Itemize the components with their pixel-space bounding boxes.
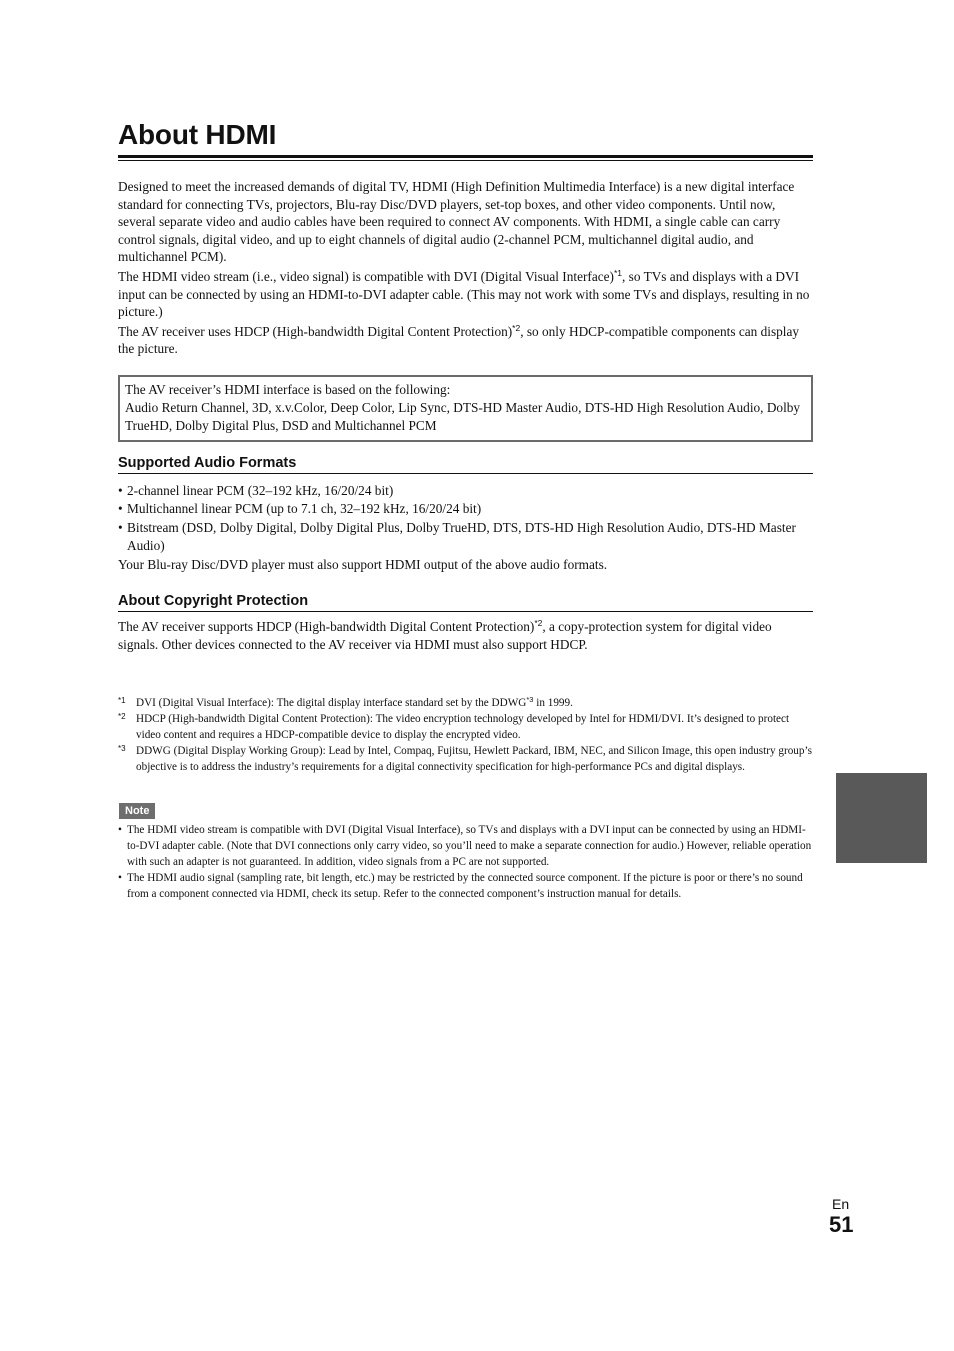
chapter-side-tab xyxy=(836,773,927,863)
list-item: • The HDMI video stream is compatible with DVI (Digital Visual Interface), so TVs and displays with a DVI input can be connected by using an HDMI-to-DVI adapter cable. (Note that DVI connections only carry video, so you’ll need to make a separate connection for audio.) However, reliable operation with such an adapter is not guaranteed. In addition, video signals from a PC are not supported. xyxy=(118,822,813,870)
audio-formats-list xyxy=(118,482,813,556)
hdmi-features-intro: The AV receiver’s HDMI interface is based on the following: xyxy=(125,381,451,397)
footnote-text-end: in 1999. xyxy=(533,696,573,709)
footnote-ref-2: *2 xyxy=(534,617,543,628)
footnote-mark: *1 xyxy=(118,695,126,705)
page-content xyxy=(118,118,813,902)
copyright-heading: About Copyright Protection xyxy=(118,592,813,612)
audio-formats-note: Your Blu-ray Disc/DVD player must also support HDMI output of the above audio formats. xyxy=(118,556,608,572)
footnote-1 xyxy=(118,695,813,711)
footnote-text: DDWG (Digital Display Working Group): Lead by Intel, Compaq, Fujitsu, Hewlett Packard, IBM, NEC, and Silicon Image, this open industry group’s objective is to address the industry’s requirements for a digital connectivity specification for high-performance PCs and digital displays. xyxy=(136,744,812,773)
footnote-mark: *3 xyxy=(118,743,126,753)
page-title: About HDMI xyxy=(118,119,277,150)
intro-section xyxy=(118,178,813,358)
intro-paragraph-2-text-end: , so TVs and displays with a DVI input can be connected by using an HDMI-to-DVI adapter cable. (This may not work with some TVs and displays, resulting in no picture.) xyxy=(118,268,810,320)
audio-formats-heading: Supported Audio Formats xyxy=(118,454,813,474)
hdmi-features-box xyxy=(118,375,813,442)
list-item: • The HDMI audio signal (sampling rate, bit length, etc.) may be restricted by the connected source component. If the picture is poor or there’s no sound from a component connected via HDMI, check its setup. Refer to the connected component’s instruction manual for details. xyxy=(118,870,813,902)
intro-paragraph-1: Designed to meet the increased demands of digital TV, HDMI (High Definition Multimedia Interface) is a new digital interface standard for connecting TVs, projectors, Blu-ray Disc/DVD players, set-top boxes, and other video components. Until now, several separate video and audio cables have been required to connect AV components. With HDMI, a single cable can carry control signals, digital video, and up to eight channels of digital audio (2-channel PCM, multichannel digital audio, and multichannel PCM). xyxy=(118,179,795,265)
title-rule xyxy=(118,155,813,161)
hdmi-features-list: Audio Return Channel, 3D, x.v.Color, Deep Color, Lip Sync, DTS-HD Master Audio, DTS-HD High Resolution Audio, Dolby TrueHD, Dolby Digital Plus, DSD and Multichannel PCM xyxy=(125,400,801,434)
footnote-mark: *2 xyxy=(118,711,126,721)
copyright-text-end: , a copy-protection system for digital video signals. Other devices connected to the AV receiver via HDMI must also support HDCP. xyxy=(118,618,772,652)
page-language: En xyxy=(832,1196,850,1212)
intro-paragraph-3-text-end: , so only HDCP-compatible components can display the picture. xyxy=(118,323,800,357)
list-item: • Bitstream (DSD, Dolby Digital, Dolby Digital Plus, Dolby TrueHD, DTS, DTS-HD High Resolution Audio, DTS-HD Master Audio) xyxy=(118,519,813,556)
footnote-ref-2: *2 xyxy=(512,322,521,333)
list-item: • 2-channel linear PCM (32–192 kHz, 16/20/24 bit) xyxy=(118,482,813,501)
copyright-text-start: The AV receiver supports HDCP (High-bandwidth Digital Content Protection) xyxy=(118,618,535,634)
intro-paragraph-3 xyxy=(118,323,813,358)
copyright-paragraph xyxy=(118,618,813,654)
footnotes xyxy=(118,695,813,775)
note-label: Note xyxy=(119,803,155,819)
copyright-section xyxy=(118,592,813,654)
audio-formats-section xyxy=(118,454,813,575)
footnote-text: HDCP (High-bandwidth Digital Content Protection): The video encryption technology developed by Intel for HDMI/DVI. It’s designed to protect video content and requires a HDCP-compatible device to display the encrypted video. xyxy=(136,712,790,741)
note-list xyxy=(118,822,813,902)
page-number: 51 xyxy=(829,1212,854,1237)
intro-paragraph-2 xyxy=(118,268,813,321)
footnote-2 xyxy=(118,711,813,743)
footnote-ref-1: *1 xyxy=(613,267,623,278)
list-item: • Multichannel linear PCM (up to 7.1 ch, 32–192 kHz, 16/20/24 bit) xyxy=(118,500,813,519)
footnote-ref-3: *3 xyxy=(526,694,534,704)
footnote-3 xyxy=(118,743,813,775)
intro-paragraph-2-text-start: The HDMI video stream (i.e., video signal) is compatible with DVI (Digital Visual Interface) xyxy=(118,268,614,284)
footnote-text-start: DVI (Digital Visual Interface): The digital display interface standard set by the DDWG xyxy=(136,696,527,709)
intro-paragraph-3-text-start: The AV receiver uses HDCP (High-bandwidth Digital Content Protection) xyxy=(118,323,513,339)
